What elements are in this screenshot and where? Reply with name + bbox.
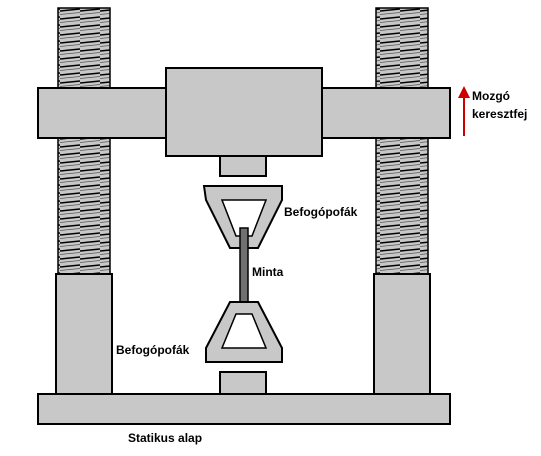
lower-grip-mount xyxy=(220,372,266,394)
right-screw-lower xyxy=(376,138,428,274)
specimen-label: Minta xyxy=(252,265,284,279)
upper-grip-mount xyxy=(220,156,266,176)
arrow-up-icon xyxy=(458,86,470,136)
static-base-label: Statikus alap xyxy=(128,431,203,445)
moving-crosshead-label-line1: Mozgó xyxy=(472,89,510,103)
right-support-pillar xyxy=(374,274,430,394)
left-screw-lower xyxy=(58,138,110,274)
left-screw-upper xyxy=(58,8,110,88)
static-base-block xyxy=(38,394,450,424)
crosshead-center-block xyxy=(166,68,322,156)
moving-crosshead-label-line2: keresztfej xyxy=(472,107,528,121)
right-screw-upper xyxy=(376,8,428,88)
upper-grips-label: Befogópofák xyxy=(284,205,358,219)
left-support-pillar xyxy=(56,274,112,394)
lower-grips-label: Befogópofák xyxy=(116,343,190,357)
